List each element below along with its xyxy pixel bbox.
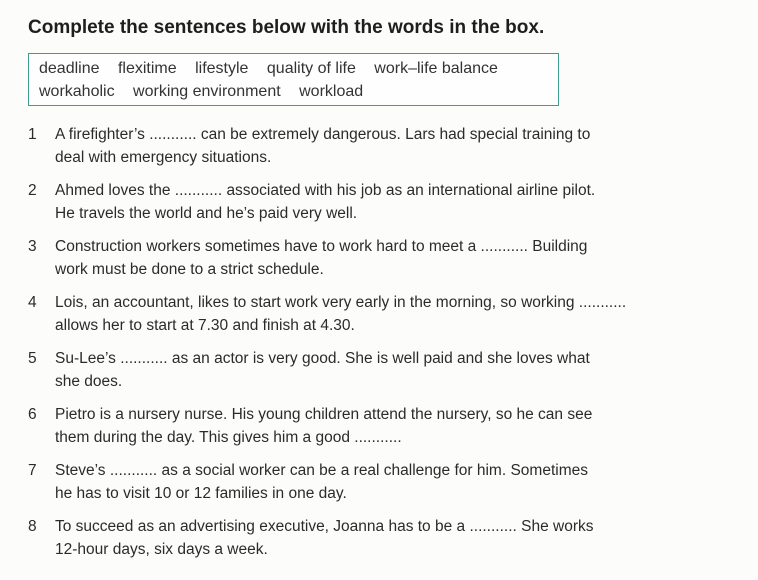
sentence-number: 1 [28, 126, 37, 143]
sentence-number: 7 [28, 462, 37, 479]
word-option: flexitime [117, 60, 177, 77]
word-option: work–life balance [374, 60, 498, 77]
sentence-text: To succeed as an advertising executive, Joanna has to be a ........... She works [55, 518, 594, 535]
sentence-text: Steve’s ........... as a social worker can be a real challenge for him. Sometimes [55, 462, 588, 479]
word-option: quality of life [266, 60, 356, 77]
sentence-number: 4 [28, 294, 37, 311]
sentence-text: work must be done to a strict schedule. [55, 261, 324, 278]
word-option: lifestyle [195, 60, 249, 77]
sentence-text: she does. [55, 373, 123, 390]
sentence-text: Ahmed loves the ........... associated with his job as an international airline pilot. [55, 182, 596, 199]
sentence-text: Su-Lee’s ........... as an actor is very good. She is well paid and she loves what [55, 350, 590, 367]
sentence-text: Pietro is a nursery nurse. His young children attend the nursery, so he can see [55, 406, 593, 423]
sentence-text: 12-hour days, six days a week. [55, 541, 268, 558]
word-option: working environment [133, 83, 281, 100]
sentence-text: Construction workers sometimes have to work hard to meet a ........... Building [55, 238, 588, 255]
sentence-text: deal with emergency situations. [55, 149, 272, 166]
word-box [28, 53, 559, 106]
sentence-number: 2 [28, 182, 37, 199]
word-box-row-2 [39, 83, 377, 101]
sentence-number: 8 [28, 518, 37, 535]
sentence-text: He travels the world and he’s paid very well. [55, 205, 358, 222]
sentence-text: A firefighter’s ........... can be extremely dangerous. Lars had special training to [55, 126, 591, 143]
exercise-title: Complete the sentences below with the words in the box. [28, 17, 545, 38]
sentence-number: 3 [28, 238, 37, 255]
sentence-number: 6 [28, 406, 37, 423]
sentence-text: he has to visit 10 or 12 families in one day. [55, 485, 347, 502]
sentence-text: allows her to start at 7.30 and finish at 4.30. [55, 317, 355, 334]
sentence-text: them during the day. This gives him a good ........... [55, 429, 402, 446]
word-option: deadline [39, 60, 100, 77]
word-option: workaholic [39, 83, 115, 100]
word-box-row-1 [39, 60, 512, 78]
sentence-number: 5 [28, 350, 37, 367]
sentence-text: Lois, an accountant, likes to start work very early in the morning, so working ........... [55, 294, 627, 311]
word-option: workload [299, 83, 364, 100]
